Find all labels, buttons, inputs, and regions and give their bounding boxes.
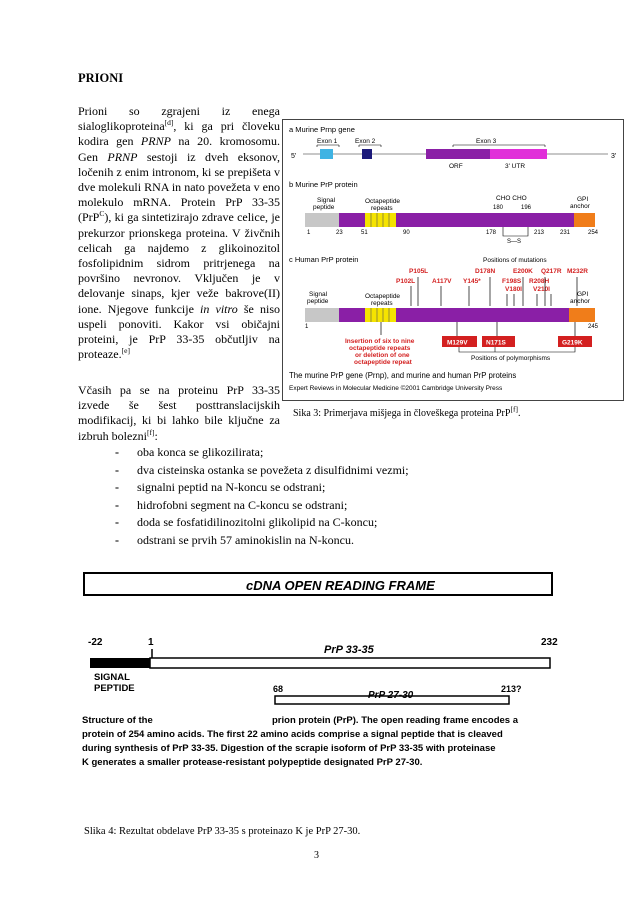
exon2-box: [362, 149, 372, 159]
panel-b-label: b Murine PrP protein: [289, 180, 358, 189]
svg-text:repeats: repeats: [371, 205, 393, 212]
exon1-box: [320, 149, 333, 159]
utr-label: 3' UTR: [505, 163, 526, 170]
svg-text:180: 180: [493, 205, 504, 211]
prp-33-35-label: PrP 33-35: [324, 644, 374, 656]
page-number: 3: [314, 850, 319, 861]
orf-label: ORF: [449, 163, 463, 170]
svg-text:anchor: anchor: [570, 203, 590, 210]
svg-text:Q217R: Q217R: [541, 268, 562, 275]
svg-text:N171S: N171S: [486, 339, 506, 347]
figure3-caption: Sika 3: Primerjava mišjega in človeškega proteina PrP[f].: [293, 404, 521, 419]
svg-text:protein of 254 amino acids. Th: protein of 254 amino acids. The first 22 amino acids comprise a signal peptide that is cleaved: [82, 729, 503, 740]
orf-box: [426, 149, 490, 159]
svg-text:G219K: G219K: [562, 339, 583, 347]
exon1-label: Exon 1: [317, 138, 338, 145]
ref-f: [f]: [146, 427, 155, 437]
prp-gene-figure: [282, 119, 624, 401]
svg-text:E200K: E200K: [513, 268, 533, 275]
svg-text:peptide: peptide: [307, 298, 329, 305]
svg-text:Signal: Signal: [309, 291, 328, 298]
svg-text:1: 1: [307, 230, 311, 236]
svg-text:prion protein (PrP). The open: prion protein (PrP). The open reading frame encodes a: [272, 715, 518, 726]
utr-box: [490, 149, 547, 159]
svg-text:PEPTIDE: PEPTIDE: [94, 683, 135, 694]
svg-text:1: 1: [305, 324, 309, 330]
svg-text:23: 23: [336, 230, 343, 236]
svg-text:F198S: F198S: [502, 278, 522, 285]
list-item: - doda se fosfatidilinozitolni glikolipid na C-koncu;: [115, 514, 409, 532]
svg-text:P102L: P102L: [396, 278, 416, 285]
svg-text:A117V: A117V: [432, 278, 452, 285]
intro-paragraph: Prioni so zgrajeni iz enega sialoglikoproteina[d], ki ga pri človeku kodira gen PRNP na 20. kromosomu. Gen PRNP sestoji iz dveh eksonov, ločenih z enim intronom, ki se prepišeta v dve molekuli RNA in nato povežeta v eno molekulo mRNA. Protein PrP 33-35 (PrP$^C$), ki ga sintetizirajo zdrave celice, je prekurzor prionskega proteina. V živčnih celicah ga najdemo z glikoinozitol fosfolipidnim sidrom pritrjenega na površino nevronov. Vključen je v delovanje sinaps, kjer veže bakrove(II) ione. Njegove funkcije in vitro še niso uspeli ponoviti. Kakor vsi običajni proteini, je PrP 33-35 občutljiv na proteaze.[e]: [78, 104, 280, 362]
prp-33-35-bar: [150, 658, 550, 668]
svg-text:196: 196: [521, 205, 532, 211]
figure3-credit: Expert Reviews in Molecular Medicine ©2001 Cambridge University Press: [289, 385, 503, 392]
svg-text:D178N: D178N: [475, 268, 496, 275]
svg-text:178: 178: [486, 230, 497, 236]
svg-text:octapeptide repeat: octapeptide repeat: [354, 359, 412, 366]
panel-c-label: c Human PrP protein: [289, 255, 359, 264]
svg-text:Positions of polymorphisms: Positions of polymorphisms: [471, 355, 551, 362]
human-gpi-segment: [569, 308, 595, 322]
prp-gene-diagram: [283, 120, 623, 400]
orf-title: cDNA OPEN READING FRAME: [246, 578, 435, 593]
human-octapeptide-repeats: [365, 308, 396, 322]
svg-text:Octapeptide: Octapeptide: [365, 293, 401, 300]
svg-text:213: 213: [534, 230, 545, 236]
svg-text:68: 68: [273, 684, 284, 694]
svg-text:254: 254: [588, 230, 599, 236]
svg-text:-22: -22: [88, 637, 103, 648]
panel-a-label: a Murine Prnp gene: [289, 125, 355, 134]
svg-text:SIGNAL: SIGNAL: [94, 672, 130, 683]
modifications-paragraph: Včasih pa se na proteinu PrP 33-35 izvede še šest posttranslacijskih modifikacij, ki bi lahko bile ključne za izbruh bolezni[f]:: [78, 383, 280, 443]
modification-list: [115, 444, 409, 550]
svg-text:Y145*: Y145*: [463, 278, 481, 285]
svg-text:Octapeptide: Octapeptide: [365, 198, 401, 205]
list-item: - hidrofobni segment na C-koncu se odstrani;: [115, 497, 409, 515]
svg-text:231: 231: [560, 230, 571, 236]
svg-text:R208H: R208H: [529, 278, 550, 285]
svg-text:Structure of the: Structure of the: [82, 715, 153, 726]
five-prime-label: 5': [291, 153, 297, 160]
murine-gpi-segment: [574, 213, 595, 227]
svg-text:90: 90: [403, 230, 410, 236]
figure4-caption: Slika 4: Rezultat obdelave PrP 33-35 s proteinazo K je PrP 27-30.: [84, 826, 361, 837]
svg-text:or deletion of one: or deletion of one: [355, 352, 410, 359]
svg-text:GPI: GPI: [577, 196, 589, 203]
svg-text:octapeptide repeats: octapeptide repeats: [349, 345, 411, 352]
exon2-label: Exon 2: [355, 138, 376, 145]
svg-text:V210I: V210I: [533, 286, 550, 293]
svg-text:1: 1: [148, 637, 154, 648]
cho-label: CHO CHO: [496, 195, 527, 202]
svg-text:51: 51: [361, 230, 368, 236]
svg-text:peptide: peptide: [313, 204, 335, 211]
svg-text:213?: 213?: [501, 684, 522, 694]
list-item: - oba konca se glikozilirata;: [115, 444, 409, 462]
signal-peptide-bar: [90, 658, 150, 668]
figure3-title: The murine PrP gene (Prnp), and murine and human PrP proteins: [289, 371, 517, 380]
svg-text:repeats: repeats: [371, 300, 393, 307]
list-item: - signalni peptid na N-koncu se odstrani;: [115, 479, 409, 497]
three-prime-label: 3': [611, 153, 617, 160]
svg-text:Signal: Signal: [317, 197, 336, 204]
ref-e: [e]: [121, 346, 130, 356]
exon3-label: Exon 3: [476, 138, 497, 145]
murine-octapeptide-repeats: [365, 213, 396, 227]
svg-text:GPI: GPI: [577, 291, 589, 298]
svg-text:245: 245: [588, 324, 599, 330]
svg-text:during synthesis of PrP 33-35.: during synthesis of PrP 33-35. Digestion of the scrapie isoform of PrP 33-35 with proteinase: [82, 743, 496, 754]
svg-text:Insertion of six to nine: Insertion of six to nine: [345, 338, 415, 345]
list-item: - dva cisteinska ostanka se povežeta z disulfidnimi vezmi;: [115, 462, 409, 480]
svg-text:P105L: P105L: [409, 268, 429, 275]
disulfide-label: S—S: [507, 239, 522, 245]
svg-text:232: 232: [541, 637, 558, 648]
svg-text:Positions of mutations: Positions of mutations: [483, 257, 547, 264]
svg-text:K generates a smaller protease: K generates a smaller protease-resistant polypeptide designated PrP 27-30.: [82, 757, 423, 768]
list-item: - odstrani se prvih 57 aminokislin na N-koncu.: [115, 532, 409, 550]
section-heading: PRIONI: [78, 71, 124, 85]
prp-27-30-label: PrP 27-30: [368, 690, 414, 701]
ref-d: [d]: [164, 118, 174, 128]
prp-structure-diagram: [76, 555, 569, 805]
svg-text:M129V: M129V: [447, 339, 468, 347]
svg-text:anchor: anchor: [570, 298, 590, 305]
prp-structure-figure: [76, 555, 569, 805]
svg-text:V180I: V180I: [505, 286, 522, 293]
svg-text:M232R: M232R: [567, 268, 588, 275]
